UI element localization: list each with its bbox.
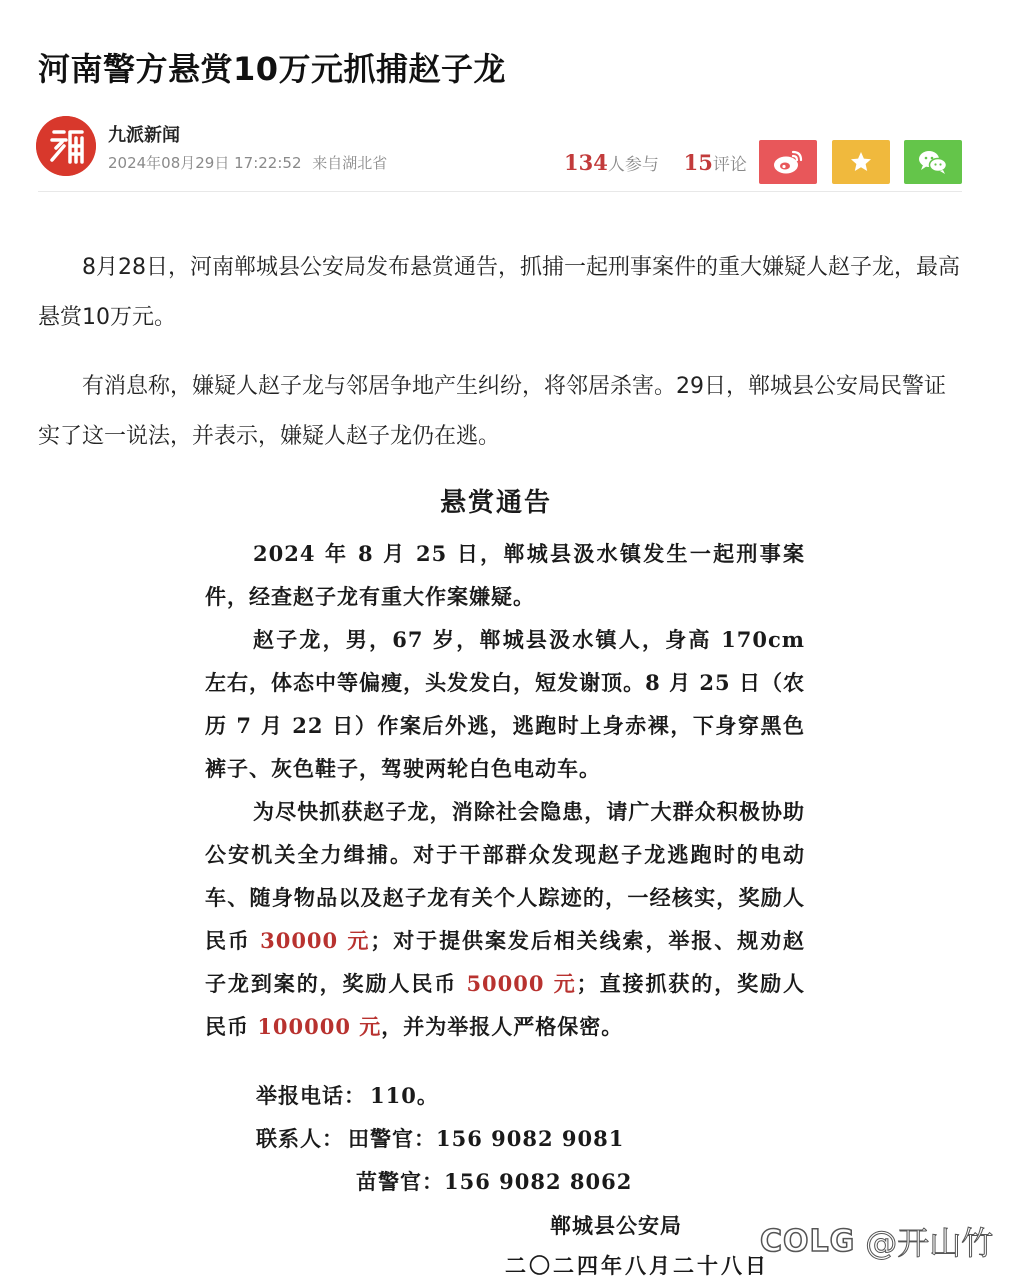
share-weibo-button[interactable]	[759, 140, 817, 184]
notice-date: 二〇二四年八月二十八日	[505, 1253, 769, 1278]
reward-amount: 30000 元	[260, 928, 371, 953]
report-phone	[256, 1080, 439, 1110]
notice-title: 悬赏通告	[440, 488, 553, 518]
share-wechat-button[interactable]	[904, 140, 962, 184]
weibo-icon	[771, 148, 805, 176]
source-logo-icon	[36, 116, 96, 176]
notice-text: ；对于提供案发后相关线索，举报、规劝赵子龙到案的，奖励人民币	[205, 928, 806, 996]
comments-count[interactable]: 15	[683, 150, 713, 175]
publish-location: 来自湖北省	[312, 154, 388, 172]
wechat-icon	[916, 148, 950, 176]
reward-notice-image	[0, 470, 1036, 1280]
phone-label: 举报电话：	[256, 1083, 366, 1108]
contact-person: 苗警官：156 9082 8062	[356, 1169, 633, 1194]
engagement-stats	[564, 150, 747, 175]
participants-label: 人参与	[607, 155, 659, 175]
credit-logo: COLG	[760, 1223, 856, 1259]
star-icon	[849, 150, 873, 174]
reward-amount: 50000 元	[466, 971, 577, 996]
notice-issuer: 郸城县公安局	[550, 1213, 682, 1238]
notice-paragraph	[205, 790, 805, 1048]
source-avatar[interactable]	[36, 116, 96, 176]
notice-text: 为尽快抓获赵子龙，消除社会隐患，请广大群众积极协助公安机关全力缉捕。对于干部群众发现赵子龙逃跑时的电动车、随身物品以及赵子龙有关个人踪迹的，一经核实，奖励人民币	[205, 799, 805, 953]
phone-value: 110。	[370, 1083, 439, 1108]
notice-text: ，并为举报人严格保密。	[381, 1014, 624, 1039]
header-divider	[38, 191, 962, 192]
participants-count: 134	[564, 150, 608, 175]
favorite-button[interactable]	[832, 140, 890, 184]
image-credit	[760, 1218, 993, 1264]
comments-label[interactable]: 评论	[712, 155, 747, 175]
notice-text: ；直接抓获的，奖励人民币	[205, 971, 806, 1039]
contact-person	[256, 1123, 624, 1153]
notice-paragraph: 赵子龙，男，67 岁，郸城县汲水镇人，身高 170cm 左右，体态中等偏瘦，头发发白，短发谢顶。8 月 25 日（农历 7 月 22 日）作案后外逃，逃跑时上身赤裸，下身穿黑色裤子、灰色鞋子，驾驶两轮白色电动车。	[205, 627, 805, 781]
contact-label: 联系人：	[256, 1126, 344, 1151]
notice-paragraph: 2024 年 8 月 25 日，郸城县汲水镇发生一起刑事案件，经查赵子龙有重大作案嫌疑。	[205, 541, 805, 609]
credit-user: @开山竹	[865, 1224, 994, 1262]
article-paragraph: 8月28日，河南郸城县公安局发布悬赏通告，抓捕一起刑事案件的重大嫌疑人赵子龙，最高悬赏10万元。	[38, 255, 960, 330]
article-meta	[108, 152, 393, 173]
contact-value: 田警官：156 9082 9081	[348, 1126, 625, 1151]
reward-amount: 100000 元	[257, 1014, 382, 1039]
source-name[interactable]: 九派新闻	[108, 125, 180, 146]
publish-time: 2024年08月29日 17:22:52	[108, 154, 302, 172]
article-headline: 河南警方悬赏10万元抓捕赵子龙	[38, 50, 507, 88]
article-paragraph: 有消息称，嫌疑人赵子龙与邻居争地产生纠纷，将邻居杀害。29日，郸城县公安局民警证实了这一说法，并表示，嫌疑人赵子龙仍在逃。	[38, 374, 946, 449]
